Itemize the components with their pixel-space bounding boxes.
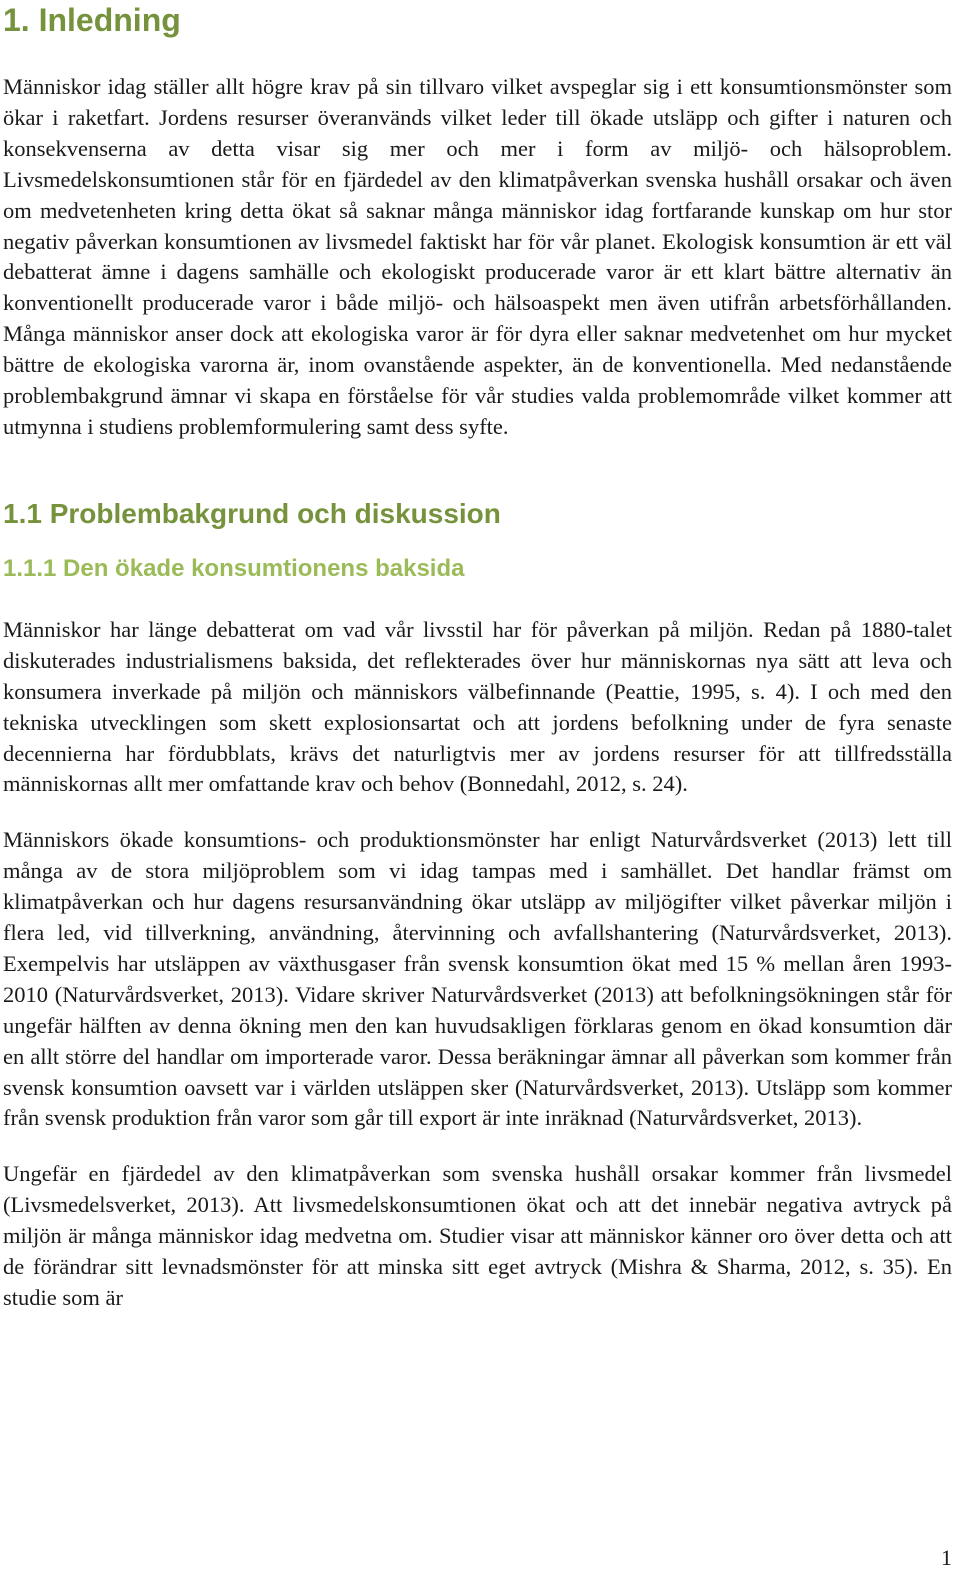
spacer <box>3 531 952 554</box>
page-number: 1 <box>941 1545 952 1570</box>
body-paragraph: Människor har länge debatterat om vad vår livsstil har för påverkan på miljön. Redan på 1880-talet diskuterades industrialismens baksida, det reflekterades över hur människornas nya sätt att leva och konsumera inverkade på miljön och människors välbefinnande (Peattie, 1995, s. 4). I och med den tekniska utvecklingen som skett explosionsartat och att jordens befolkning under de fyra senaste decennierna har fördubblats, krävs det naturligtvis mer av jordens resurser för att tillfredsställa människornas allt mer omfattande krav och behov (Bonnedahl, 2012, s. 24). <box>3 616 952 797</box>
intro-paragraph: Människor idag ställer allt högre krav på sin tillvaro vilket avspeglar sig i ett konsumtionsmönster som ökar i raketfart. Jordens resurser överanvänds vilket leder till ökade utsläpp och gifter i naturen och konsekvenserna av detta visar sig mer och mer i form av miljö- och hälsoproblem. Livsmedelskonsumtionen står för en fjärdedel av den klimatpåverkan svenska hushåll orsakar och även om medvetenheten kring detta ökat så saknar många människor idag fortfarande kunskap om hur stor negativ påverkan konsumtionen av livsmedel faktiskt har för vår planet. Ekologisk konsumtion är ett väl debatterat ämne i dagens samhälle och ekologiskt producerade varor är ett klart bättre alternativ än konventionellt producerade varor i både miljö- och hälsoaspekt men även utifrån arbetsförhållanden. Många människor anser dock att ekologiska varor är för dyra eller saknar medvetenhet om hur mycket bättre de ekologiska varorna är, inom ovanstående aspekter, än de konventionella. Med nedanstående problembakgrund ämnar vi skapa en förståelse för vår studies valda problemområde vilket kommer att utmynna i studiens problemformulering samt dess syfte. <box>3 74 952 439</box>
spacer <box>3 443 952 497</box>
subsubsection-heading-baksida: 1.1.1 Den ökade konsumtionens baksida <box>3 554 465 582</box>
spacer <box>3 1134 952 1159</box>
spacer <box>3 800 952 825</box>
spacer <box>3 39 952 72</box>
spacer <box>3 584 952 615</box>
section-heading-inledning: 1. Inledning <box>3 2 181 38</box>
subsection-heading-problembakgrund: 1.1 Problembakgrund och diskussion <box>3 497 501 529</box>
body-paragraph: Människors ökade konsumtions- och produktionsmönster har enligt Naturvårdsverket (2013) lett till många av de stora miljöproblem som vi idag tampas med i samhället. Det handlar främst om klimatpåverkan och hur dagens resursanvändning ökar utsläpp av miljögifter vilket påverkar miljön i flera led, vid tillverkning, användning, återvinning och avfallshantering (Naturvårdsverket, 2013). Exempelvis har utsläppen av växthusgaser från svensk konsumtion ökat med 15 % mellan åren 1993-2010 (Naturvårdsverket, 2013). Vidare skriver Naturvårdsverket (2013) att befolkningsökningen står för ungefär hälften av denna ökning men den kan huvudsakligen förklaras genom en ökad konsumtion där en allt större del handlar om importerade varor. Dessa beräkningar ämnar all påverkan som kommer från svensk konsumtion oavsett var i världen utsläppen sker (Naturvårdsverket, 2013). Utsläpp som kommer från svensk produktion från varor som går till export är inte inräknad (Naturvårdsverket, 2013). <box>3 827 952 1131</box>
body-paragraph: Ungefär en fjärdedel av den klimatpåverkan som svenska hushåll orsakar kommer från livsmedel (Livsmedelsverket, 2013). Att livsmedelskonsumtionen ökat och att det innebär negativa avtryck på miljön är många människor idag medvetna om. Studier visar att människor känner oro över detta och att de förändrar sitt levnadsmönster för att minska sitt eget avtryck (Mishra & Sharma, 2012, s. 35). En studie som är <box>3 1161 952 1310</box>
